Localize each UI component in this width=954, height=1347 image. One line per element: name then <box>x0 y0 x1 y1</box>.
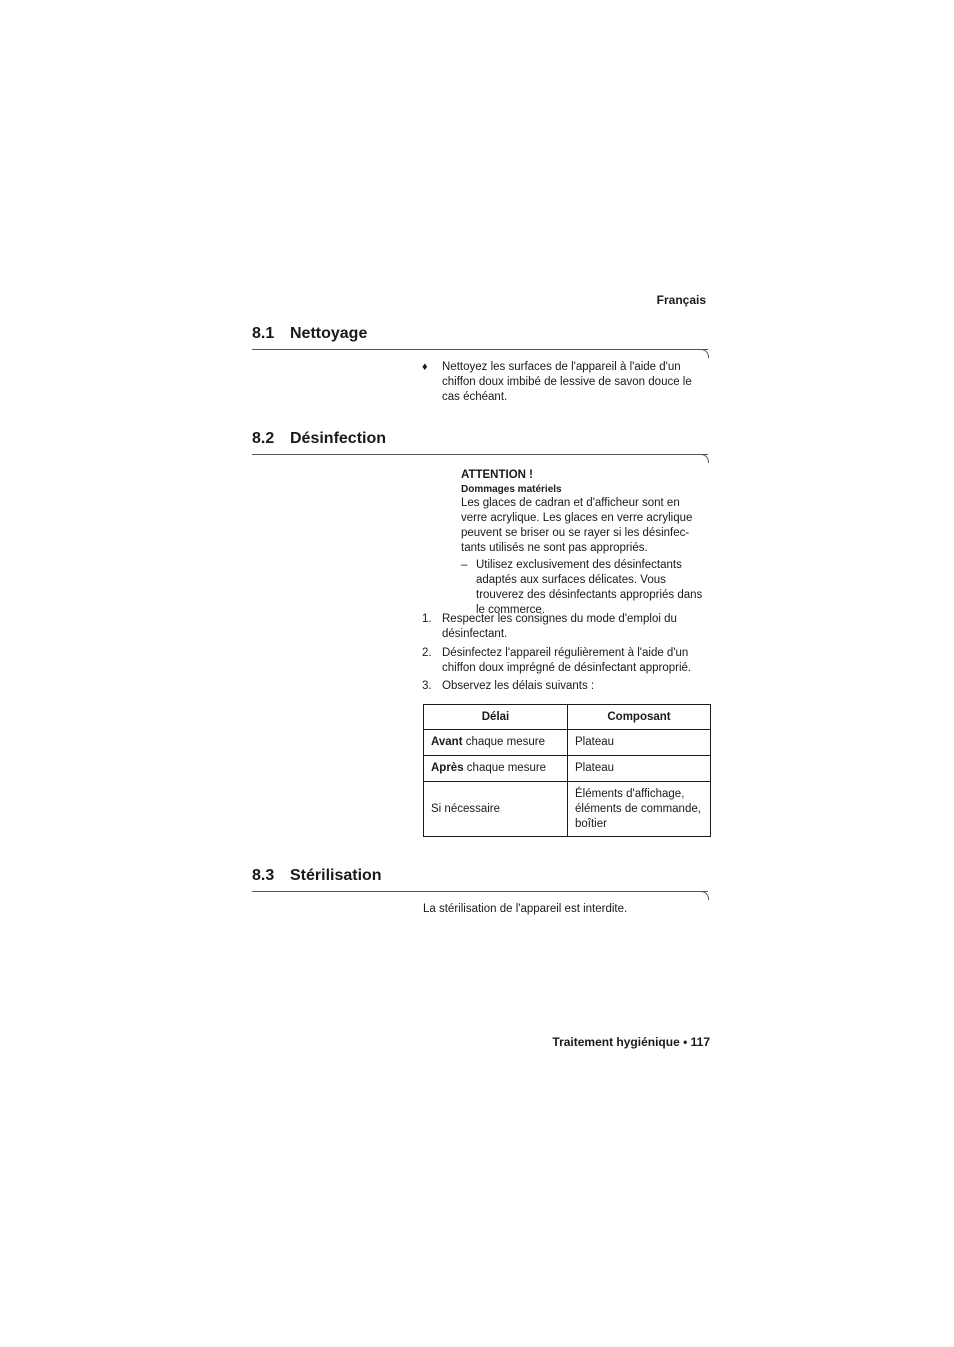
attention-notice <box>461 468 713 618</box>
instruction-line: Utilisez exclusivement des désinfectants <box>476 559 682 571</box>
cleaning-bullet <box>422 360 712 405</box>
section-number: 8.3 <box>252 867 275 884</box>
step-line: désinfectant. <box>442 628 508 640</box>
section-number: 8.1 <box>252 325 275 342</box>
step-number: 3. <box>422 680 432 692</box>
diamond-bullet-icon: ♦ <box>422 361 428 373</box>
timing-text: chaque mesure <box>463 762 547 774</box>
timing-bold: Après <box>431 762 464 774</box>
sterilization-text: La stérilisation de l'appareil est interdite. <box>423 903 628 915</box>
section-heading-nettoyage <box>252 325 367 343</box>
disinfection-schedule-table <box>423 704 711 837</box>
list-item <box>422 612 712 642</box>
component-line: Plateau <box>575 736 615 748</box>
section-rule <box>252 454 708 465</box>
attention-subtitle: Dommages matériels <box>461 484 562 495</box>
page-footer: Traitement hygiénique • 117 <box>552 1035 710 1049</box>
attention-instruction <box>461 558 713 618</box>
section-number: 8.2 <box>252 430 275 447</box>
section-heading-sterilisation <box>252 867 382 885</box>
component-line: Plateau <box>575 762 615 774</box>
attention-body <box>461 496 713 556</box>
component-line: boîtier <box>575 817 607 830</box>
timing-text: chaque mesure <box>462 736 545 748</box>
attention-line: peuvent se briser ou se rayer si les désinfec- <box>461 527 690 539</box>
table-cell <box>424 730 568 756</box>
timing-text: Si nécessaire <box>431 802 501 815</box>
cleaning-text: Nettoyez les surfaces de l'appareil à l'aide d'un chiffon doux imbibé de lessive de savon douce le cas échéant. <box>442 361 692 403</box>
instruction-line: adaptés aux surfaces délicates. Vous <box>476 574 666 586</box>
attention-line: Les glaces de cadran et d'afficheur sont en <box>461 497 680 509</box>
step-line: Respecter les consignes du mode d'emploi du <box>442 613 677 625</box>
list-item <box>422 646 712 676</box>
section-title: Stérilisation <box>290 867 382 884</box>
step-line: Désinfectez l'appareil régulièrement à l'aide d'un <box>442 647 689 659</box>
table-cell <box>568 782 711 837</box>
section-rule <box>252 891 708 902</box>
table-row <box>424 782 711 837</box>
step-line: Observez les délais suivants : <box>442 680 595 692</box>
column-header-composant: Composant <box>568 705 711 730</box>
table-cell <box>568 730 711 756</box>
table-row <box>424 756 711 782</box>
step-line: chiffon doux imprégné de désinfectant approprié. <box>442 662 692 674</box>
section-title: Nettoyage <box>290 325 368 342</box>
timing-bold: Avant <box>431 736 463 748</box>
section-rule <box>252 349 708 360</box>
instruction-line: le commerce. <box>476 604 546 616</box>
step-number: 1. <box>422 613 432 625</box>
attention-title: ATTENTION ! <box>461 469 533 481</box>
component-line: éléments de commande, <box>575 802 701 815</box>
instruction-line: trouverez des désinfectants appropriés dans <box>476 589 703 601</box>
attention-line: verre acrylique. Les glaces en verre acrylique <box>461 512 693 524</box>
component-line: Éléments d'affichage, <box>575 787 685 800</box>
list-item <box>422 679 712 694</box>
step-number: 2. <box>422 647 432 659</box>
dash-bullet-icon: – <box>461 559 468 571</box>
table-header-row <box>424 705 711 730</box>
table-cell <box>568 756 711 782</box>
table-cell <box>424 782 568 837</box>
table-row <box>424 730 711 756</box>
section-title: Désinfection <box>290 430 387 447</box>
attention-line: tants utilisés ne sont pas appropriés. <box>461 542 648 554</box>
column-header-delai: Délai <box>424 705 568 730</box>
table-cell <box>424 756 568 782</box>
language-label: Français <box>656 293 706 307</box>
section-heading-desinfection <box>252 430 386 448</box>
